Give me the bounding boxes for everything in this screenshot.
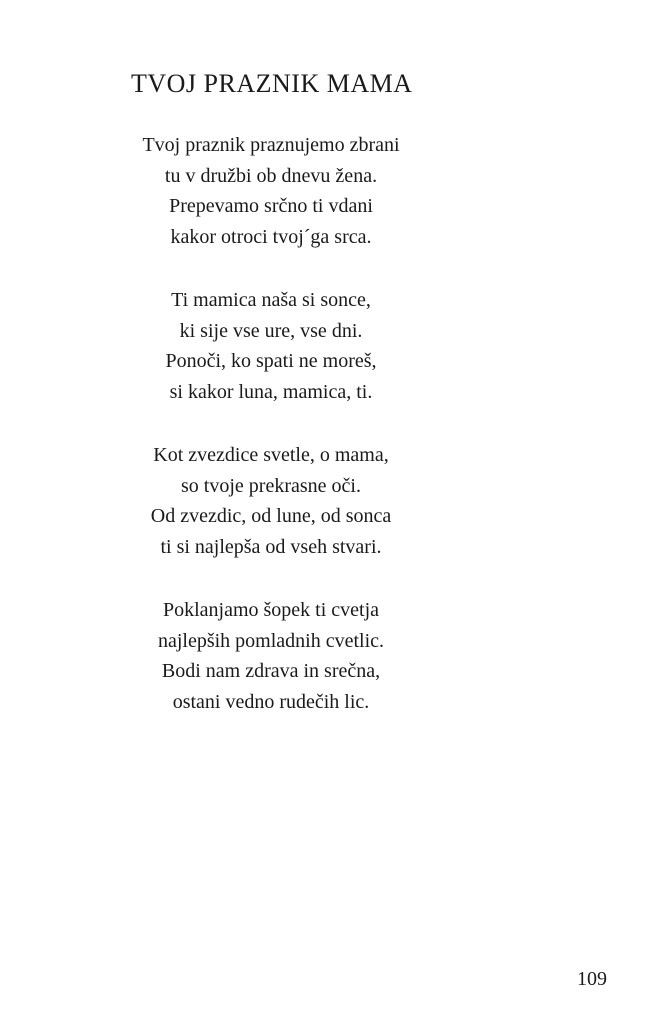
poem-line: Kot zvezdice svetle, o mama, <box>153 444 389 466</box>
page-number: 109 <box>577 968 607 990</box>
poem-line: si kakor luna, mamica, ti. <box>169 380 373 403</box>
poem-line: Tvoj praznik praznujemo zbrani <box>142 134 400 156</box>
stanza-1 <box>0 130 542 252</box>
poem-line: Bodi nam zdrava in srečna, <box>161 660 381 682</box>
poem-line: Poklanjamo šopek ti cvetja <box>162 599 380 621</box>
poem-line: Od zvezdic, od lune, od sonca <box>150 505 392 527</box>
poem-line: ostani vedno rudečih lic. <box>172 690 370 713</box>
poem-line: so tvoje prekrasne oči. <box>181 474 361 497</box>
poem-line: najlepših pomladnih cvetlic. <box>157 629 385 652</box>
poem-line: Ponoči, ko spati ne moreš, <box>165 350 377 372</box>
poem-line: ki sije vse ure, vse dni. <box>179 319 363 342</box>
poem-line: ti si najlepša od vseh stvari. <box>160 535 382 558</box>
poem-line: kakor otroci tvoj´ga srca. <box>170 225 372 248</box>
stanza-4 <box>0 595 542 717</box>
poem-line: Ti mamica naša si sonce, <box>171 289 371 311</box>
stanza-3 <box>0 440 542 562</box>
poem-line: Prepevamo srčno ti vdani <box>169 195 373 217</box>
poem-line: tu v družbi ob dnevu žena. <box>164 164 378 187</box>
poem-body <box>0 130 542 750</box>
poem-title: TVOJ PRAZNIK MAMA <box>131 69 413 98</box>
stanza-2 <box>0 285 542 407</box>
